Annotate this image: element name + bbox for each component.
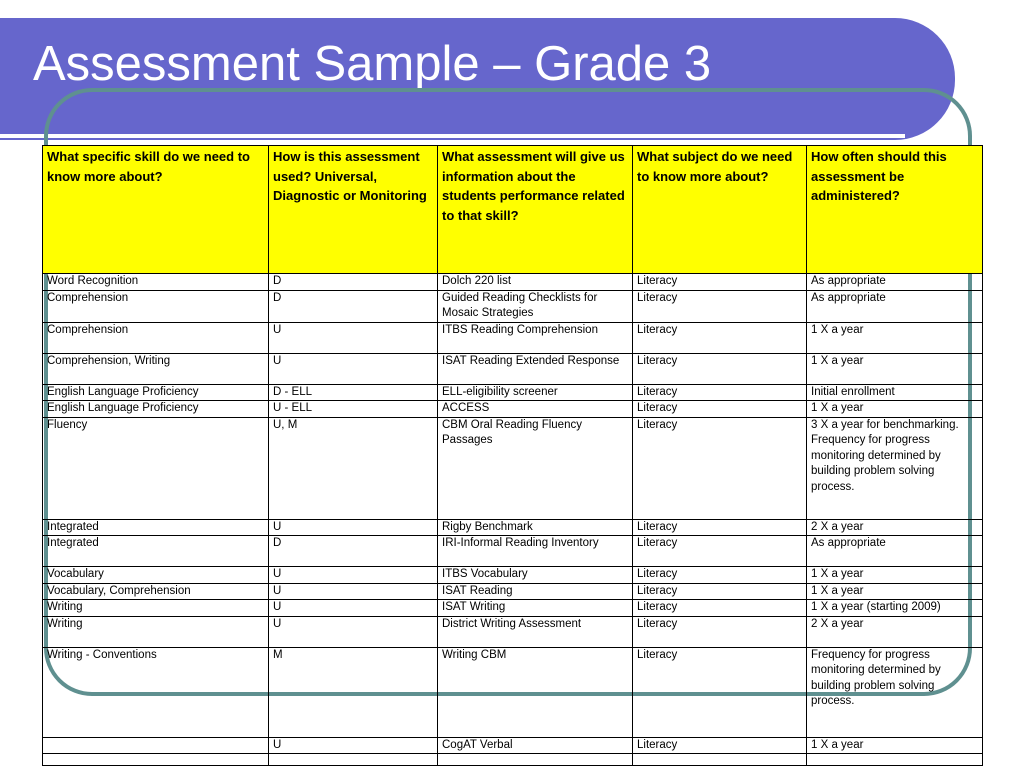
cell-usage: U <box>269 322 438 353</box>
table-row <box>43 616 983 647</box>
cell-frequency: As appropriate <box>807 274 983 291</box>
cell-usage <box>269 754 438 766</box>
cell-subject: Literacy <box>633 401 807 418</box>
cell-usage: U <box>269 616 438 647</box>
slide-title: Assessment Sample – Grade 3 <box>33 37 712 91</box>
cell-subject: Literacy <box>633 583 807 600</box>
cell-subject: Literacy <box>633 737 807 754</box>
cell-frequency: 3 X a year for benchmarking. Frequency for progress monitoring determined by building problem solving process. <box>807 417 983 519</box>
table-row <box>43 536 983 567</box>
cell-frequency <box>807 754 983 766</box>
cell-frequency: 1 X a year <box>807 567 983 584</box>
cell-skill: Comprehension <box>43 290 269 322</box>
cell-subject: Literacy <box>633 322 807 353</box>
cell-frequency: 1 X a year <box>807 583 983 600</box>
header-skill: What specific skill do we need to know more about? <box>43 146 269 274</box>
cell-skill: English Language Proficiency <box>43 384 269 401</box>
cell-assessment: ISAT Reading Extended Response <box>438 353 633 384</box>
cell-skill <box>43 754 269 766</box>
cell-skill: Comprehension, Writing <box>43 353 269 384</box>
cell-usage: D <box>269 536 438 567</box>
header-assessment: What assessment will give us information about the students performance related to that skill? <box>438 146 633 274</box>
cell-skill: Integrated <box>43 519 269 536</box>
cell-frequency: Initial enrollment <box>807 384 983 401</box>
cell-usage: U - ELL <box>269 401 438 418</box>
cell-usage: D - ELL <box>269 384 438 401</box>
cell-assessment: District Writing Assessment <box>438 616 633 647</box>
cell-frequency: 1 X a year <box>807 737 983 754</box>
cell-skill: Writing - Conventions <box>43 647 269 737</box>
cell-assessment: ITBS Reading Comprehension <box>438 322 633 353</box>
cell-subject: Literacy <box>633 536 807 567</box>
header-usage: How is this assessment used? Universal, Diagnostic or Monitoring <box>269 146 438 274</box>
cell-subject: Literacy <box>633 353 807 384</box>
cell-assessment: ITBS Vocabulary <box>438 567 633 584</box>
cell-usage: U <box>269 519 438 536</box>
cell-skill: Writing <box>43 616 269 647</box>
assessment-table-wrapper <box>42 145 982 766</box>
cell-assessment: Guided Reading Checklists for Mosaic Strategies <box>438 290 633 322</box>
table-row <box>43 737 983 754</box>
cell-skill: Word Recognition <box>43 274 269 291</box>
cell-usage: U <box>269 600 438 617</box>
cell-assessment <box>438 754 633 766</box>
cell-assessment: ISAT Reading <box>438 583 633 600</box>
table-row <box>43 519 983 536</box>
cell-usage: M <box>269 647 438 737</box>
cell-assessment: CogAT Verbal <box>438 737 633 754</box>
cell-usage: U <box>269 583 438 600</box>
cell-frequency: 2 X a year <box>807 519 983 536</box>
cell-assessment: ISAT Writing <box>438 600 633 617</box>
table-row <box>43 290 983 322</box>
cell-subject: Literacy <box>633 567 807 584</box>
cell-usage: U <box>269 353 438 384</box>
table-row <box>43 583 983 600</box>
cell-skill: Comprehension <box>43 322 269 353</box>
cell-skill <box>43 737 269 754</box>
cell-usage: D <box>269 290 438 322</box>
cell-frequency: Frequency for progress monitoring determined by building problem solving process. <box>807 647 983 737</box>
cell-subject: Literacy <box>633 519 807 536</box>
cell-assessment: ELL-eligibility screener <box>438 384 633 401</box>
header-frequency: How often should this assessment be administered? <box>807 146 983 274</box>
cell-subject: Literacy <box>633 600 807 617</box>
cell-skill: Vocabulary, Comprehension <box>43 583 269 600</box>
table-row <box>43 322 983 353</box>
cell-frequency: 1 X a year <box>807 322 983 353</box>
cell-assessment: ACCESS <box>438 401 633 418</box>
header-row <box>43 146 983 274</box>
table-row <box>43 384 983 401</box>
cell-subject <box>633 754 807 766</box>
table-row <box>43 417 983 519</box>
cell-frequency: 1 X a year <box>807 401 983 418</box>
header-subject: What subject do we need to know more about? <box>633 146 807 274</box>
cell-frequency: 1 X a year <box>807 353 983 384</box>
cell-frequency: As appropriate <box>807 290 983 322</box>
cell-skill: Vocabulary <box>43 567 269 584</box>
cell-usage: U <box>269 737 438 754</box>
table-row <box>43 567 983 584</box>
cell-skill: Integrated <box>43 536 269 567</box>
cell-assessment: IRI-Informal Reading Inventory <box>438 536 633 567</box>
cell-assessment: Writing CBM <box>438 647 633 737</box>
cell-frequency: 2 X a year <box>807 616 983 647</box>
cell-assessment: Rigby Benchmark <box>438 519 633 536</box>
table-row <box>43 600 983 617</box>
cell-subject: Literacy <box>633 274 807 291</box>
cell-usage: U <box>269 567 438 584</box>
cell-skill: Fluency <box>43 417 269 519</box>
cell-subject: Literacy <box>633 616 807 647</box>
cell-subject: Literacy <box>633 290 807 322</box>
cell-assessment: CBM Oral Reading Fluency Passages <box>438 417 633 519</box>
assessment-table <box>42 145 983 766</box>
table-row <box>43 353 983 384</box>
cell-subject: Literacy <box>633 417 807 519</box>
cell-skill: Writing <box>43 600 269 617</box>
cell-subject: Literacy <box>633 647 807 737</box>
table-row <box>43 401 983 418</box>
cell-usage: U, M <box>269 417 438 519</box>
cell-frequency: As appropriate <box>807 536 983 567</box>
table-row <box>43 274 983 291</box>
table-row <box>43 754 983 766</box>
table-row <box>43 647 983 737</box>
cell-skill: English Language Proficiency <box>43 401 269 418</box>
cell-subject: Literacy <box>633 384 807 401</box>
cell-usage: D <box>269 274 438 291</box>
cell-assessment: Dolch 220 list <box>438 274 633 291</box>
cell-frequency: 1 X a year (starting 2009) <box>807 600 983 617</box>
